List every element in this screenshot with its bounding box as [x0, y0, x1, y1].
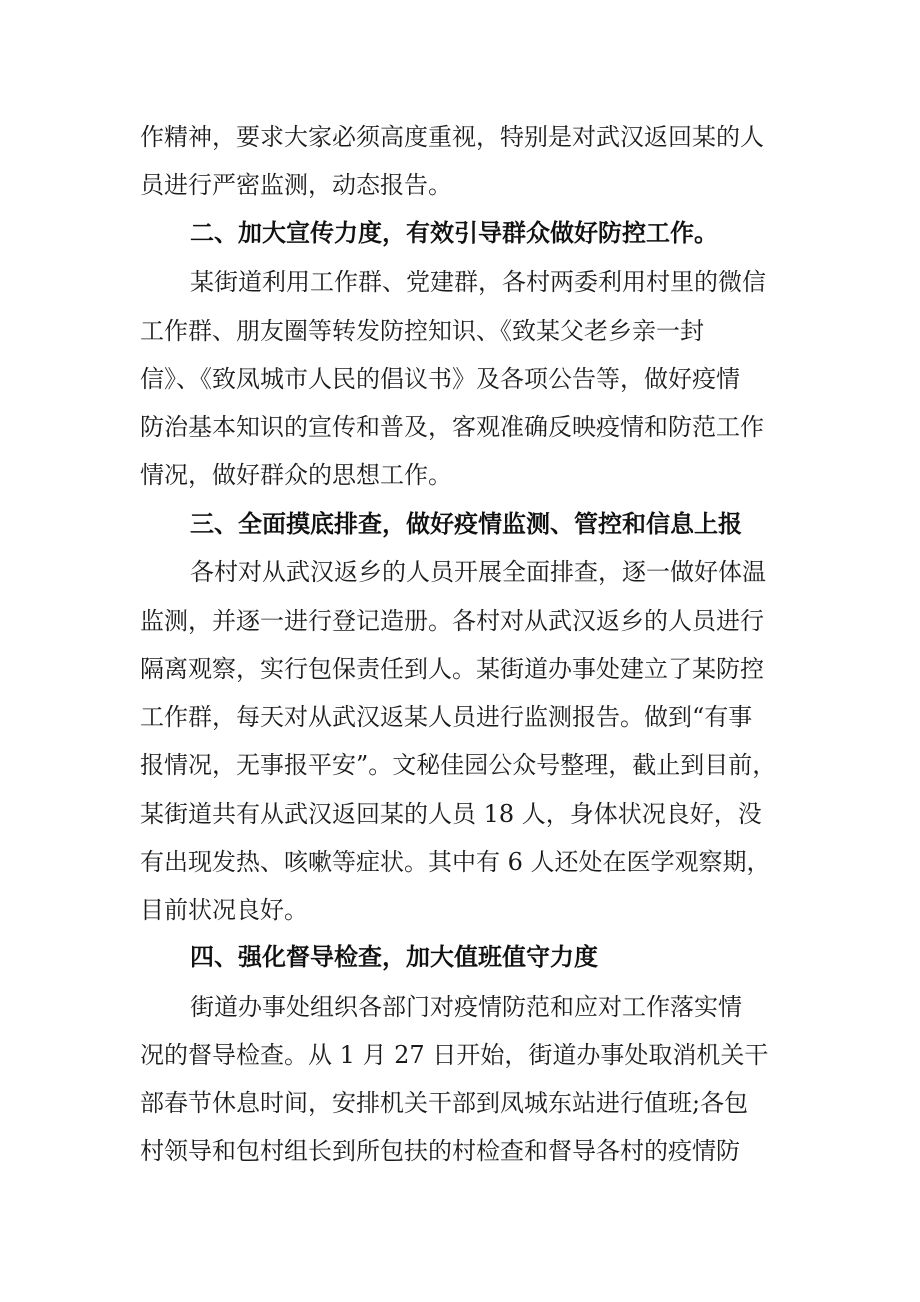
- text-line: 部春节休息时间，安排机关干部到凤城东站进行值班;各包: [140, 1089, 749, 1117]
- text-line: 工作群、朋友圈等转发防控知识、《致某父老乡亲一封: [140, 317, 704, 345]
- text-line: 有出现发热、咳嗽等症状。其中有 6 人还处在医学观察期，: [140, 848, 771, 876]
- text-line: 各村对从武汉返乡的人员开展全面排查，逐一做好体温: [190, 558, 766, 586]
- text-line: 街道办事处组织各部门对疫情防范和应对工作落实情: [190, 993, 742, 1021]
- text-line: 监测，并逐一进行登记造册。各村对从武汉返乡的人员进行: [140, 607, 764, 635]
- text-line: 防治基本知识的宣传和普及，客观准确反映疫情和防范工作: [140, 413, 764, 441]
- text-line: 某街道利用工作群、党建群，各村两委利用村里的微信: [190, 268, 766, 296]
- text-line: 目前状况良好。: [140, 896, 308, 924]
- text-line: 工作群，每天对从武汉返某人员进行监测报告。做到“有事: [140, 703, 753, 731]
- section-heading: 四、强化督导检查，加大值班值守力度: [190, 942, 598, 971]
- text-line: 情况，做好群众的思想工作。: [140, 461, 452, 489]
- text-line: 员进行严密监测，动态报告。: [140, 171, 452, 199]
- text-line: 隔离观察，实行包保责任到人。某街道办事处建立了某防控: [140, 655, 764, 683]
- text-line: 某街道共有从武汉返回某的人员 18 人，身体状况良好，没: [140, 800, 762, 828]
- text-line: 村领导和包村组长到所包扶的村检查和督导各村的疫情防: [140, 1137, 740, 1165]
- text-line: 信》、《致凤城市人民的倡议书》及各项公告等，做好疫情: [140, 365, 740, 393]
- text-line: 作精神，要求大家必须高度重视，特别是对武汉返回某的人: [140, 123, 764, 151]
- text-line: 报情况，无事报平安”。文秘佳园公众号整理，截止到目前，: [140, 751, 777, 779]
- section-heading: 二、加大宣传力度，有效引导群众做好防控工作。: [190, 218, 718, 247]
- text-line: 况的督导检查。从 1 月 27 日开始，街道办事处取消机关干: [140, 1041, 769, 1069]
- section-heading: 三、全面摸底排查，做好疫情监测、管控和信息上报: [190, 509, 742, 538]
